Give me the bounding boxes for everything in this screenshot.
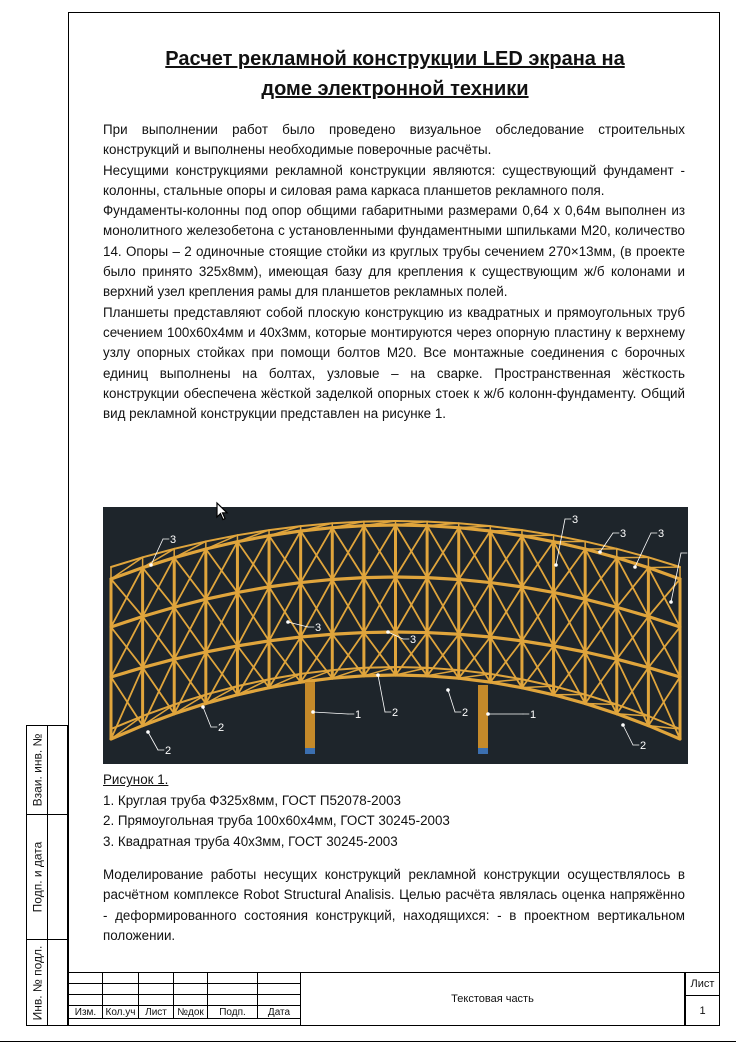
truss-member [237,530,269,535]
revision-table [68,972,301,1019]
col-ndok: №док [174,1006,208,1019]
truss-member [237,536,269,593]
truss-member [648,677,680,726]
callout-leader [448,690,455,712]
truss-member [585,558,617,600]
truss-member [648,627,680,668]
truss-member [427,578,459,580]
truss-member [490,531,522,536]
mouse-cursor-icon [216,502,230,522]
truss-member [427,676,459,678]
truss-member [459,531,491,579]
truss-member [364,632,396,633]
callout-leader [313,712,348,714]
callout-label: 3 [410,634,417,646]
truss-member [237,688,269,695]
sidebar-cell-podp [26,814,68,940]
truss-member [396,632,428,633]
truss-member [490,637,522,641]
truss-member [206,592,238,599]
truss-member [301,634,333,637]
truss-member [490,530,522,531]
sheet-label: Лист [686,973,719,996]
callout-label: 2 [640,740,647,752]
truss-member [143,659,175,667]
truss-member [174,599,206,659]
truss-member [459,579,491,582]
body-text [103,120,685,424]
callout-label: 1 [530,709,537,721]
truss-member [459,583,491,635]
callout-label: 2 [218,722,225,734]
callout-leader [203,707,211,727]
callout-label: 3 [315,622,322,634]
callout-label: 3 [170,534,177,546]
truss-member [585,652,617,659]
truss-member [237,587,269,646]
paragraph: Несущими конструкциями рекламной конструкции являются: существующий фундамент - колонны, стальные опоры и силовая рама каркаса планшетов рекламного поля. [103,162,685,198]
title-line-2: доме электронной техники [261,78,529,100]
sidebar-label-podp: Подп. и дата [30,841,44,913]
sheet-box [685,972,720,1026]
caption-title: Рисунок 1. [103,772,169,787]
support-base [305,748,315,754]
structure-figure [103,507,695,764]
truss-member [490,682,522,688]
truss-member [522,530,554,535]
truss-member [648,567,680,568]
truss-member [585,703,617,704]
truss-member [554,599,586,646]
truss-member [269,583,301,641]
document-section-label: Текстовая часть [300,972,685,1026]
truss-member [237,641,269,646]
truss-member [301,528,333,583]
truss-member [617,568,649,608]
callout-label: 3 [658,528,665,540]
paragraph: Планшеты представляют собой плоскую конструкцию из квадратных и прямоугольных труб сечением 100х60х4мм и 40х3мм, которые монтируются через опорную пластину к верхнему узлу опорных стойках при помощи болтов М20. Все монтажные соединения с борочных единиц выполнены на болтах, узловые – на сварке. Пространственная жёсткость конструкции обеспечена жёсткой заделкой опорных стоек к ж/б колонн-фундаменту. Общий вид рекламной конструкции представлен на рисунке 1. [103,304,685,422]
truss-member [554,535,586,541]
truss-member [490,536,522,583]
callout-label: 2 [392,707,399,719]
truss-member [554,542,586,549]
modeling-paragraph: Моделирование работы несущих конструкций рекламной конструкции осуществлялось в расчётном комплексе Robot Structural Analisis. Целью расчёта являлась оценка напряжённо - деформированного состояния конструкций, находящихся: - в проектном вертикальном положении. [103,867,685,943]
callout-label: 3 [620,528,627,540]
truss-member [269,583,301,587]
truss-member [585,599,617,607]
truss-member [522,646,554,688]
truss-member [174,541,206,548]
col-data: Дата [258,1006,301,1019]
callout-label: 3 [572,514,579,526]
callout-leader [288,622,308,627]
callout-label: 2 [165,745,172,757]
truss-member [522,592,554,640]
truss-member [206,535,238,541]
sidebar-label-vzam: Взаи. инв. № [30,733,45,807]
support-column [478,685,488,754]
callout-label: 1 [355,709,362,721]
structure-drawing [103,507,695,764]
truss-member [585,607,617,652]
truss-member [522,641,554,646]
truss-member [174,599,206,607]
truss-member [459,526,491,528]
truss-member [617,659,649,667]
truss-member [522,688,554,695]
truss-member [364,577,396,578]
title-line-1: Расчет рекламной конструкции LED экрана на [165,48,625,70]
support-column [305,682,315,754]
truss-member [648,579,680,617]
truss-member [648,557,680,567]
support-base [478,748,488,754]
col-podp: Подп. [208,1006,258,1019]
truss-member [301,634,333,682]
caption-item: 1. Круглая труба Ф325х8мм, ГОСТ П52078-2003 [103,792,401,808]
truss-member [206,592,238,652]
truss-member [427,633,459,635]
truss-member [332,633,364,635]
col-kol: Кол.уч [103,1006,139,1019]
truss-member [554,549,586,592]
sidebar-cell-vzam [26,725,68,815]
truss-member [174,652,206,659]
figure-caption [103,770,450,852]
callout-label: 2 [462,707,469,719]
truss-member [111,557,143,567]
truss-member [269,637,301,641]
truss-member [585,541,617,548]
callout-leader [148,732,158,750]
truss-member [206,646,238,652]
truss-member [396,675,428,676]
sidebar-label-inv: Инв. № подл. [30,945,44,1020]
page-bottom-line [0,1041,736,1042]
truss-member [617,668,649,714]
page-title [80,44,710,104]
truss-member [301,579,333,582]
truss-member [522,587,554,593]
callout-leader [623,725,633,745]
truss-member [522,542,554,587]
truss-member [554,652,586,695]
caption-item: 3. Квадратная труба 40х3мм, ГОСТ 30245-2003 [103,833,398,849]
truss-member [143,549,175,558]
caption-item: 2. Прямоугольная труба 100х60х4мм, ГОСТ 30245-2003 [103,813,450,828]
sidebar-cell-inv [26,939,68,1026]
truss-member [554,646,586,652]
col-izm: Изм. [69,1006,103,1019]
truss-member [490,583,522,587]
col-list: Лист [139,1006,174,1019]
paragraph: Фундаменты-колонны под опор общими габаритными размерами 0,64 х 0,64м выполнен из монолитного железобетона с установленными фундаментными шпильками М20, количество 14. Опоры – 2 одиночные стоящие стойки из круглых трубы сечением 270×13мм, (в проекте было принято 325х8мм), имеющая базу для крепления к существующим ж/б колонами и верхний узел крепления рамы для планшетов рекламных полей. [103,203,685,300]
truss-member [396,577,428,578]
truss-member [522,536,554,542]
truss-member [490,587,522,637]
truss-member [459,678,491,682]
approval-sidebar [26,725,68,1026]
callout-label: 3 [688,548,695,560]
truss-member [459,634,491,637]
truss-member [617,617,649,660]
truss-member [554,592,586,599]
paragraph: При выполнении работ было проведено визуальное обследование строительных конструкций и выполнены необходимые поверочные расчёты. [103,122,685,158]
sheet-number: 1 [699,1005,706,1017]
callout-leader [378,675,385,712]
truss-member [206,542,238,600]
truss-member [617,549,649,558]
title-block [68,972,720,1026]
truss-member [269,531,301,587]
truss-member [237,587,269,593]
truss-member [332,578,364,580]
truss-member [585,659,617,703]
